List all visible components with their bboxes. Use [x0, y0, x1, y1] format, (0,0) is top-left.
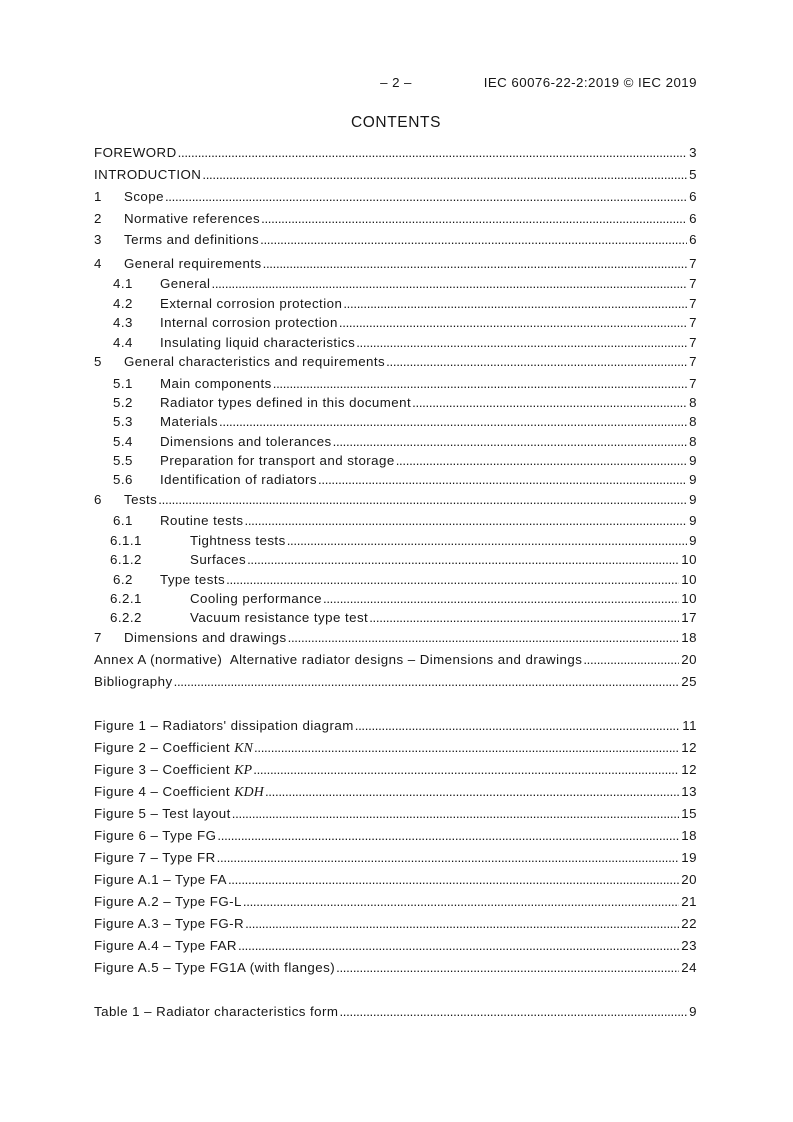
figure-entry-page: 18 [681, 828, 697, 843]
figure-entry-page: 20 [681, 872, 697, 887]
toc-entry-page: 7 [689, 256, 697, 271]
figure-entry-page: 24 [681, 960, 697, 975]
toc-entry-title: Identification of radiators [160, 472, 318, 487]
toc-entry-title: Vacuum resistance type test [190, 610, 369, 625]
figure-entry-page: 19 [681, 850, 697, 865]
toc-entry-number: 6.1 [113, 513, 133, 528]
toc-entry-page: 17 [681, 610, 697, 625]
toc-entry-title: Normative references [124, 211, 261, 226]
toc-entry-page: 5 [689, 167, 697, 182]
figure-entry-page: 15 [681, 806, 697, 821]
figure-entry-title-text: Figure 3 – Coefficient [94, 762, 235, 777]
toc-entry-number: 5.6 [113, 472, 133, 487]
toc-entry-title: FOREWORD [94, 145, 177, 160]
toc-entry-page: 18 [681, 630, 697, 645]
figure-entry-symbol: KDH [234, 784, 264, 799]
toc-entry-number: 6.2.2 [110, 610, 142, 625]
toc-entry-title: External corrosion protection [160, 296, 343, 311]
toc-entry-page: 7 [689, 354, 697, 369]
toc-entry-number: 4.4 [113, 335, 133, 350]
toc-entry-title: Routine tests [160, 513, 244, 528]
figure-entry-page: 23 [681, 938, 697, 953]
toc-entry-title: General characteristics and requirements [124, 354, 386, 369]
toc-entry-page: 9 [689, 533, 697, 548]
toc-entry-page: 10 [681, 552, 697, 567]
toc-entry-page: 10 [681, 572, 697, 587]
toc-entry-title: Main components [160, 376, 272, 391]
table-dot-leader [339, 1004, 687, 1020]
toc-entry-title: Preparation for transport and storage [160, 453, 395, 468]
toc-entry-page: 6 [689, 189, 697, 204]
toc-entry-page: 9 [689, 492, 697, 507]
toc-entry-number: 6.2 [113, 572, 133, 587]
toc-entry-page: 7 [689, 276, 697, 291]
document-id: IEC 60076-22-2:2019 © IEC 2019 [483, 75, 697, 90]
toc-entry-page: 7 [689, 376, 697, 391]
toc-entry-page: 7 [689, 335, 697, 350]
toc-entry-number: 4.3 [113, 315, 133, 330]
toc-entry-title: Materials [160, 414, 218, 429]
toc-entry-number: 4.1 [113, 276, 133, 291]
toc-entry-number: 7 [94, 630, 102, 645]
toc-entry-page: 9 [689, 513, 697, 528]
figure-entry-page: 12 [681, 740, 697, 755]
toc-entry-title: Dimensions and tolerances [160, 434, 332, 449]
figure-entry-title: Figure 6 – Type FG [94, 828, 217, 843]
toc-entry-number: 6 [94, 492, 102, 507]
toc-entry-page: 8 [689, 434, 697, 449]
toc-entry-number: 6.1.1 [110, 533, 142, 548]
toc-entry-title: Dimensions and drawings [124, 630, 287, 645]
toc-entry-page: 6 [689, 232, 697, 247]
toc-entry-page: 25 [681, 674, 697, 689]
toc-entry-page: 20 [681, 652, 697, 667]
toc-entry-title: Terms and definitions [124, 232, 260, 247]
figure-entry-title-text: Figure 4 – Coefficient [94, 784, 235, 799]
toc-entry-title: Bibliography [94, 674, 173, 689]
figure-entry-page: 21 [681, 894, 697, 909]
toc-entry-page: 7 [689, 315, 697, 330]
toc-entry-number: 5.5 [113, 453, 133, 468]
toc-entry-page: 3 [689, 145, 697, 160]
figure-entry-page: 13 [681, 784, 697, 799]
figure-entry-title: Figure 5 – Test layout [94, 806, 231, 821]
contents-heading: CONTENTS [350, 114, 442, 131]
toc-entry-title: Insulating liquid characteristics [160, 335, 356, 350]
toc-entry-title: Scope [124, 189, 164, 204]
toc-entry-title: Internal corrosion protection [160, 315, 338, 330]
table-entry [94, 1004, 697, 1020]
figure-entry-page: 11 [682, 718, 697, 733]
toc-entry-number: 5.4 [113, 434, 133, 449]
toc-entry-number: 5.2 [113, 395, 133, 410]
toc-entry-title: Annex A (normative) Alternative radiator designs – Dimensions and drawings [94, 652, 583, 667]
figure-entry-page: 22 [681, 916, 697, 931]
toc-entry-number: 4 [94, 256, 102, 271]
toc-entry-page: 8 [689, 395, 697, 410]
figure-entry-title: Figure A.4 – Type FAR [94, 938, 237, 953]
figure-entry-page: 12 [681, 762, 697, 777]
toc-entry-number: 3 [94, 232, 102, 247]
table-entry-title: Table 1 – Radiator characteristics form [94, 1004, 339, 1019]
toc-entry-page: 9 [689, 453, 697, 468]
toc-entry-page: 10 [681, 591, 697, 606]
toc-entry-title: Tests [124, 492, 158, 507]
toc-entry-title: INTRODUCTION [94, 167, 202, 182]
figure-entry-title-text: Figure 2 – Coefficient [94, 740, 235, 755]
toc-entry-title: General [160, 276, 211, 291]
toc-entry-number: 6.2.1 [110, 591, 142, 606]
toc-entry-title: Type tests [160, 572, 226, 587]
toc-entry-title: Cooling performance [190, 591, 322, 606]
toc-entry-number: 4.2 [113, 296, 133, 311]
toc-entry-number: 5.1 [113, 376, 133, 391]
toc-entry-number: 6.1.2 [110, 552, 142, 567]
figure-entry-title: Figure 7 – Type FR [94, 850, 216, 865]
toc-entry-title: Tightness tests [190, 533, 286, 548]
page-number: – 2 – [380, 75, 412, 90]
table-entry-page: 9 [689, 1004, 697, 1019]
figure-entry-symbol: KN [234, 740, 254, 755]
figure-entry-title: Figure 1 – Radiators' dissipation diagram [94, 718, 354, 733]
toc-entry-title: General requirements [124, 256, 262, 271]
figure-entry-title: Figure A.5 – Type FG1A (with flanges) [94, 960, 336, 975]
toc-entry-page: 9 [689, 472, 697, 487]
toc-entry-title: Surfaces [190, 552, 247, 567]
figure-entry-title: Figure A.3 – Type FG-R [94, 916, 245, 931]
toc-entry-number: 5.3 [113, 414, 133, 429]
toc-entry-page: 8 [689, 414, 697, 429]
figure-entry-title: Figure A.2 – Type FG-L [94, 894, 242, 909]
figure-entry-symbol: KP [234, 762, 253, 777]
toc-entry-title: Radiator types defined in this document [160, 395, 412, 410]
toc-entry-page: 6 [689, 211, 697, 226]
toc-entry-number: 1 [94, 189, 102, 204]
figure-entry-title: Figure A.1 – Type FA [94, 872, 227, 887]
toc-entry-number: 2 [94, 211, 102, 226]
toc-entry-number: 5 [94, 354, 102, 369]
toc-entry-page: 7 [689, 296, 697, 311]
